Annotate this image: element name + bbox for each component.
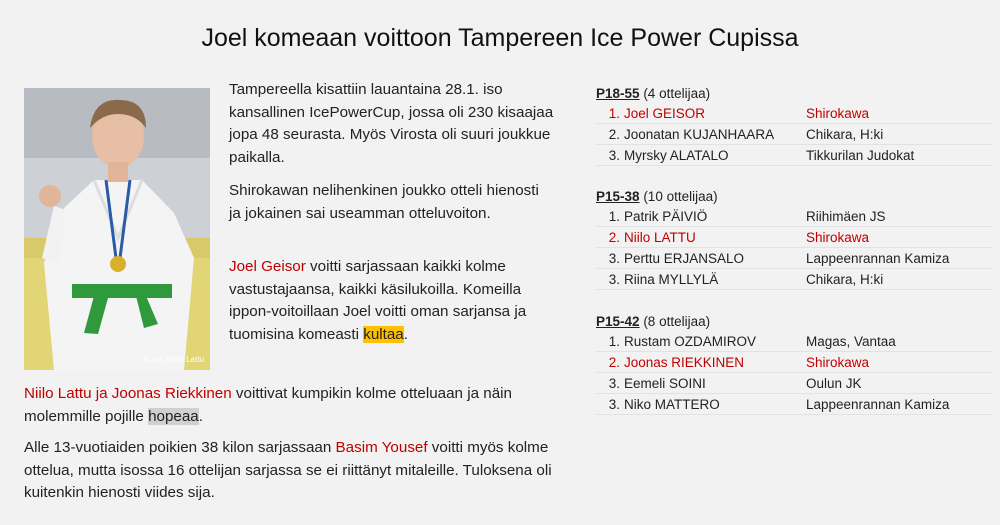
result-club: Lappeenrannan Kamiza	[806, 251, 950, 266]
paragraph-basim-text1: Alle 13-vuotiaiden poikien 38 kilon sarjassaan	[24, 439, 336, 456]
result-rank: 2.	[608, 355, 620, 370]
results-category	[596, 187, 992, 290]
category-header	[596, 312, 992, 331]
paragraph-silver-end: .	[198, 407, 203, 425]
result-club: Chikara, H:ki	[806, 272, 884, 287]
result-row	[596, 269, 992, 290]
category-name: P18-55	[596, 86, 640, 101]
photo-caption: Kuva: Matti Lattu	[143, 355, 204, 364]
result-club: Oulun JK	[806, 376, 862, 391]
result-name: Joonatan KUJANHAARA	[624, 127, 775, 142]
category-note: (10 ottelijaa)	[643, 189, 718, 204]
result-name: Myrsky ALATALO	[624, 148, 729, 163]
result-rank: 1.	[608, 106, 620, 121]
page-title: Joel komeaan voittoon Tampereen Ice Power Cupissa	[201, 24, 799, 52]
paragraph-basim-text2: voitti myös kolme ottelua, mutta isossa 16 ottelijan sarjassa se ei riittänyt mitaleille. Tuloksena oli kuitenkin hienosti viides sija.	[24, 439, 552, 501]
paragraph-joel-text: voitti sarjassaan kaikki kolme vastustajaansa, kaikki käsilukoilla. Komeilla ippon-voitoillaan Joel voitti oman sarjansa ja tuomisina komeasti	[229, 258, 527, 343]
result-rank: 2.	[608, 127, 620, 142]
result-name: Patrik PÄIVIÖ	[624, 209, 708, 224]
result-club: Chikara, H:ki	[806, 127, 884, 142]
result-name: Rustam OZDAMIROV	[624, 334, 757, 349]
paragraph-basim	[24, 437, 554, 505]
result-name: Perttu ERJANSALO	[624, 251, 745, 266]
result-name: Niilo LATTU	[624, 230, 696, 245]
judo-photo	[24, 88, 210, 370]
result-row	[596, 145, 992, 166]
highlight-gold: kultaa	[363, 325, 404, 343]
athlete-name-basim: Basim Yousef	[335, 439, 428, 456]
result-name: Niko MATTERO	[624, 397, 720, 412]
result-rank: 1.	[608, 334, 620, 349]
result-rank: 1.	[608, 209, 620, 224]
paragraph-silver-text: voittivat kumpikin kolme otteluaan ja näin molemmille pojille	[24, 385, 512, 425]
result-row	[596, 331, 992, 352]
paragraph-team: Shirokawan nelihenkinen joukko otteli hienosti ja jokainen sai useamman otteluvoiton.	[229, 182, 539, 222]
result-rank: 2.	[608, 230, 620, 245]
results-category	[596, 84, 992, 166]
result-club: Riihimäen JS	[806, 209, 886, 224]
result-row	[596, 227, 992, 248]
category-header	[596, 187, 992, 206]
result-club: Tikkurilan Judokat	[806, 148, 915, 163]
category-header	[596, 84, 992, 103]
result-row	[596, 394, 992, 415]
result-row	[596, 352, 992, 373]
paragraph-silver	[24, 383, 554, 428]
result-name: Riina MYLLYLÄ	[624, 272, 719, 287]
judoka-image	[24, 88, 210, 370]
paragraph-joel-end: .	[403, 325, 408, 343]
result-name: Joonas RIEKKINEN	[624, 355, 745, 370]
result-row	[596, 373, 992, 394]
highlight-silver: hopeaa	[148, 407, 199, 425]
result-rank: 3.	[608, 251, 620, 266]
result-rank: 3.	[608, 148, 620, 163]
category-note: (4 ottelijaa)	[643, 86, 711, 101]
category-name: P15-38	[596, 189, 640, 204]
paragraph-intro: Tampereella kisattiin lauantaina 28.1. iso kansallinen IcePowerCup, jossa oli 230 kisaajaa jopa 48 seurasta. Myös Virosta oli suuri joukkue paikalla.	[229, 81, 554, 166]
paragraph-joel	[229, 256, 549, 346]
result-row	[596, 103, 992, 124]
result-club: Shirokawa	[806, 355, 870, 370]
result-club: Lappeenrannan Kamiza	[806, 397, 950, 412]
category-name: P15-42	[596, 314, 640, 329]
result-row	[596, 248, 992, 269]
result-club: Shirokawa	[806, 106, 870, 121]
result-rank: 3.	[608, 397, 620, 412]
result-name: Joel GEISOR	[624, 106, 706, 121]
result-row	[596, 124, 992, 145]
result-rank: 3.	[608, 376, 620, 391]
result-club: Shirokawa	[806, 230, 870, 245]
result-name: Eemeli SOINI	[624, 376, 706, 391]
athlete-names-silver: Niilo Lattu ja Joonas Riekkinen	[24, 385, 232, 402]
athlete-name-joel: Joel Geisor	[229, 258, 306, 275]
results-category	[596, 312, 992, 415]
result-row	[596, 206, 992, 227]
result-rank: 3.	[608, 272, 620, 287]
result-club: Magas, Vantaa	[806, 334, 896, 349]
category-note: (8 ottelijaa)	[643, 314, 711, 329]
